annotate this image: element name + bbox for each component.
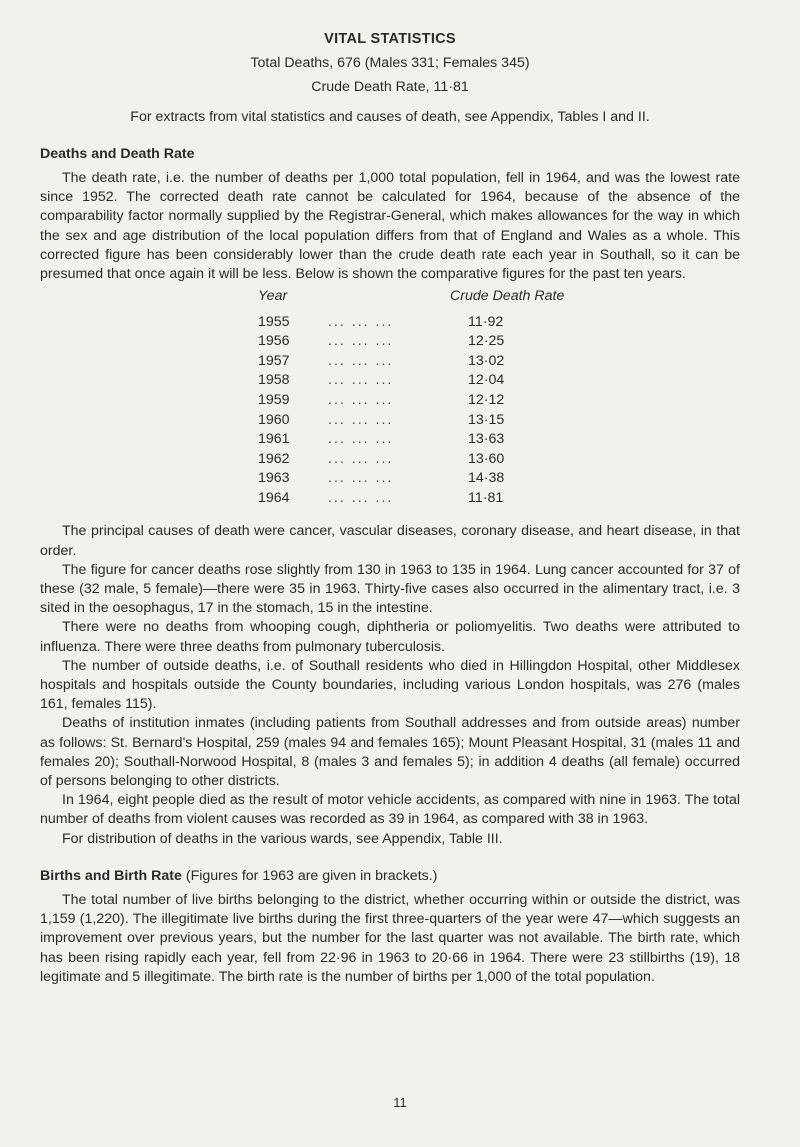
table-row xyxy=(40,489,740,509)
leader-dots: ... ... ... xyxy=(328,313,394,330)
page-title: VITAL STATISTICS xyxy=(324,31,456,47)
table-row xyxy=(40,312,740,332)
table-row xyxy=(40,352,740,372)
crude-rate-line: Crude Death Rate, 11·81 xyxy=(311,79,469,96)
year-cell: 1958 xyxy=(258,372,290,389)
table-row xyxy=(40,430,740,450)
rate-cell: 13·15 xyxy=(468,411,505,428)
rate-cell: 14·38 xyxy=(468,470,505,487)
year-cell: 1960 xyxy=(258,411,290,428)
year-cell: 1956 xyxy=(258,333,290,350)
col-rate-header: Crude Death Rate xyxy=(450,288,565,305)
rate-cell: 11·92 xyxy=(468,313,504,330)
births-heading-note: (Figures for 1963 are given in brackets.) xyxy=(185,867,438,884)
leader-dots: ... ... ... xyxy=(328,431,394,448)
year-cell: 1959 xyxy=(258,392,290,408)
year-cell: 1957 xyxy=(258,352,290,369)
paragraph: Deaths of institution inmates (including patients from Southall addresses and from outside areas) number as follows: St. Bernard's Hospital, 259 (males 94 and females 165); Mount Pleasant Hospital, 31 (males 11 and females 20); Southall-Norwood Hospital, 8 (males 3 and females 5); in addition 4 deaths (all female) occurred of persons belonging to other districts. xyxy=(40,715,740,790)
paragraph: For distribution of deaths in the various wards, see Appendix, Table III. xyxy=(62,830,503,847)
paragraph: In 1964, eight people died as the result of motor vehicle accidents, as compared with nine in 1963. The total number of deaths from violent causes was recorded as 39 in 1964, as compared with 38 in 1963. xyxy=(40,792,740,828)
births-heading xyxy=(40,867,740,886)
leader-dots: ... ... ... xyxy=(328,333,394,350)
table-header xyxy=(40,287,740,306)
rate-cell: 13·63 xyxy=(468,431,505,448)
year-cell: 1955 xyxy=(258,313,290,330)
rate-cell: 13·60 xyxy=(468,450,505,467)
rate-cell: 13·02 xyxy=(468,352,505,369)
table-row xyxy=(40,391,740,411)
table-row xyxy=(40,410,740,430)
paragraph: The number of outside deaths, i.e. of Southall residents who died in Hillingdon Hospital, other Middlesex hospitals and hospitals outside the County boundaries, including various London hospitals, was 276 (males 161, females 115). xyxy=(40,657,740,713)
paragraph: There were no deaths from whooping cough, diphtheria or poliomyelitis. Two deaths were attributed to influenza. There were three deaths from pulmonary tuberculosis. xyxy=(40,619,740,655)
extracts-note: For extracts from vital statistics and causes of death, see Appendix, Tables I and II. xyxy=(130,108,650,125)
leader-dots: ... ... ... xyxy=(328,450,394,467)
table-row xyxy=(40,371,740,391)
paragraph: The principal causes of death were cancer, vascular diseases, coronary disease, and heart disease, in that order. xyxy=(40,523,740,559)
leader-dots: ... ... ... xyxy=(328,392,394,408)
leader-dots: ... ... ... xyxy=(328,489,394,506)
table-row xyxy=(40,332,740,352)
page-number: 11 xyxy=(393,1095,407,1110)
leader-dots: ... ... ... xyxy=(328,372,394,389)
births-heading-text: Births and Birth Rate xyxy=(40,867,182,884)
rate-cell: 12·25 xyxy=(468,333,505,350)
table-row xyxy=(40,469,740,489)
leader-dots: ... ... ... xyxy=(328,470,394,487)
total-deaths-line: Total Deaths, 676 (Males 331; Females 345) xyxy=(250,55,530,72)
deaths-intro-paragraph: The death rate, i.e. the number of deaths per 1,000 total population, fell in 1964, and was the lowest rate since 1952. The corrected death rate cannot be calculated for 1964, because of the absence of the comparability factor normally supplied by the Registrar-General, which makes allowances for the way in which the sex and age distribution of the local population differs from that of England and Wales as a whole. This corrected figure has been considerably lower than the crude death rate each year in Southall, so it can be presumed that once again it will be less. Below is shown the comparative figures for the past ten years. xyxy=(40,170,740,283)
col-year-header: Year xyxy=(258,288,288,305)
year-cell: 1962 xyxy=(258,450,290,467)
births-paragraph: The total number of live births belonging to the district, whether occurring within or outside the district, was 1,159 (1,220). The illegitimate live births during the first three-quarters of the year were 47—which suggests an improvement over previous years, but the number for the last quarter was not available. The birth rate, which has been rising rapidly each year, fell from 22·96 in 1963 to 20·66 in 1964. There were 23 stillbirths (19), 18 legitimate and 5 illegitimate. The birth rate is the number of births per 1,000 of the total population. xyxy=(40,892,740,985)
death-rate-table xyxy=(40,287,740,508)
leader-dots: ... ... ... xyxy=(328,352,394,369)
year-cell: 1963 xyxy=(258,470,290,487)
table-body xyxy=(40,312,740,508)
year-cell: 1961 xyxy=(258,431,290,448)
table-row xyxy=(40,450,740,470)
rate-cell: 12·12 xyxy=(468,392,505,408)
rate-cell: 12·04 xyxy=(468,372,505,389)
leader-dots: ... ... ... xyxy=(328,411,394,428)
deaths-heading: Deaths and Death Rate xyxy=(40,145,195,162)
year-cell: 1964 xyxy=(258,489,290,506)
rate-cell: 11·81 xyxy=(468,489,504,506)
paragraph: The figure for cancer deaths rose slightly from 130 in 1963 to 135 in 1964. Lung cancer accounted for 37 of these (32 male, 5 female)—there were 35 in 1963. Thirty-five cases also occurred in the alimentary tract, i.e. 3 sited in the oesophagus, 17 in the stomach, 15 in the intestine. xyxy=(40,561,740,617)
